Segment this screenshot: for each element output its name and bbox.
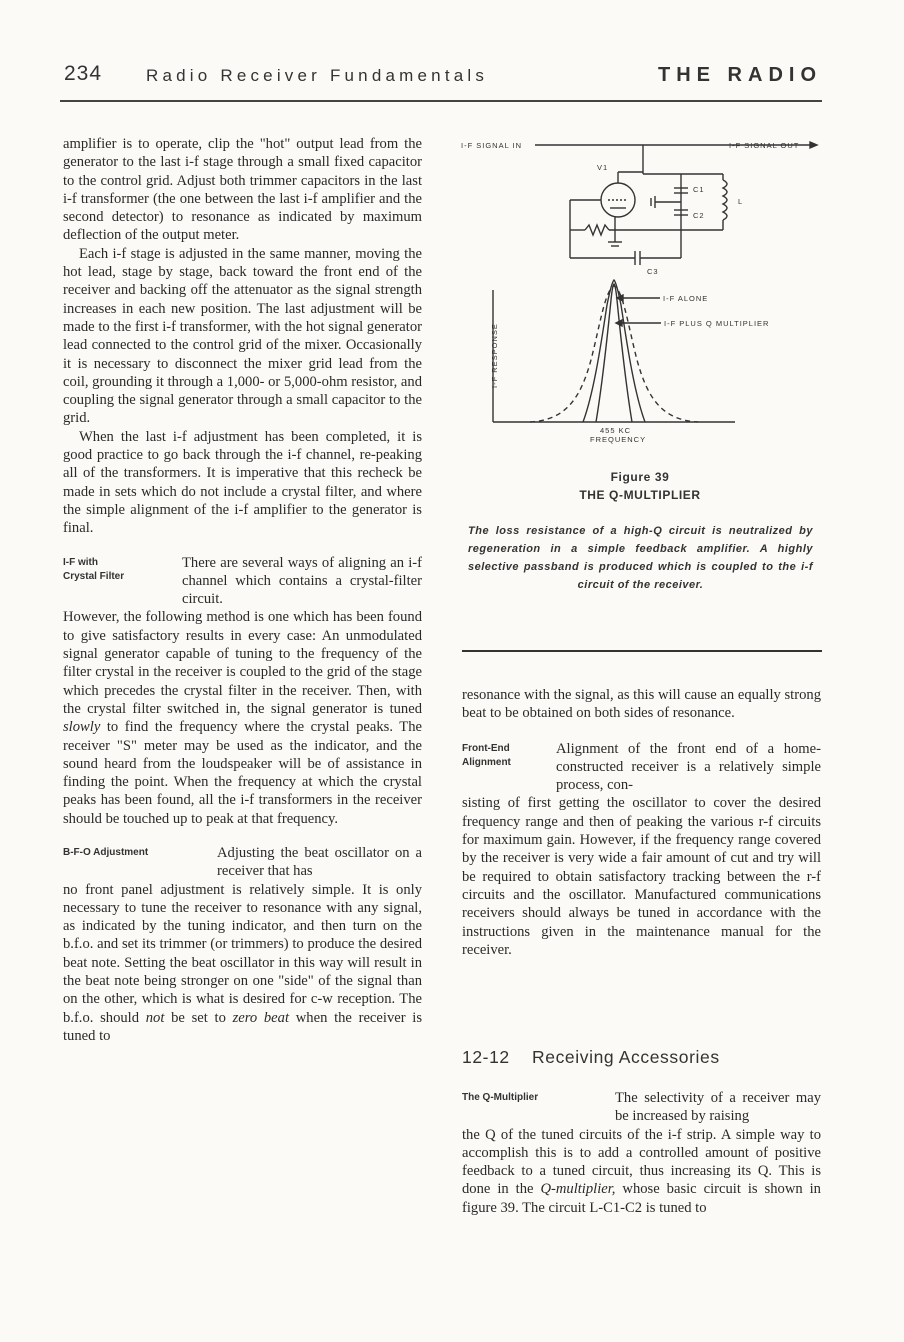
- label-if-plus-q: I-F PLUS Q MULTIPLIER: [664, 319, 770, 328]
- side-heading: [462, 740, 556, 770]
- emphasis: not: [145, 1009, 165, 1026]
- emphasis: slowly: [63, 719, 101, 736]
- coil-l-icon: [723, 180, 727, 220]
- figure-caption: The loss resistance of a high-Q circuit is neutralized by regeneration in a simple feedback amplifier. A highly selective passband is produced which is coupled to the i-f circuit of the receiver.: [468, 525, 813, 591]
- paragraph: Each i-f stage is adjusted in the same manner, moving the hot lead, stage by stage, back toward the front end of the receiver and backing off the attenuator as the signal strength increases in each new position. The last adjustment will be made to the first i-f transformer, with the hot signal generator lead connected to the control grid of the mixer. Occasionally it is necessary to disconnect the mixer grid lead from the coil, grounding it through a 1,000- or 5,000-ohm resistor, and coupling the signal generator through a small capacitor to the grid.: [63, 245, 422, 427]
- side-heading: B-F-O Adjustment: [63, 846, 149, 858]
- text-run: be set to: [171, 1009, 226, 1026]
- label-frequency: FREQUENCY: [590, 435, 647, 444]
- label-l: L: [738, 197, 744, 206]
- side-heading-line: Alignment: [462, 756, 511, 768]
- paragraph: [63, 608, 422, 828]
- emphasis: zero beat: [232, 1009, 290, 1026]
- figure-title: THE Q-MULTIPLIER: [579, 488, 701, 502]
- resistor-icon: [585, 225, 609, 235]
- paragraph: [462, 1126, 821, 1217]
- curve-if-plus-q: [583, 280, 645, 422]
- label-c1: C1: [693, 185, 705, 194]
- label-v1: V1: [597, 163, 609, 172]
- label-signal-in: I-F SIGNAL IN: [461, 141, 523, 150]
- curve-if-alone: [530, 286, 698, 422]
- paragraph: amplifier is to operate, clip the "hot" output lead from the generator to the last i-f stage through a small fixed capacitor to the control grid. Adjust both trimmer capacitors in the last i-f transformer (the one between the last i-f amplifier and the second detector) to resonance as indicated by maximum deflection of the output meter.: [63, 136, 422, 244]
- running-title: Radio Receiver Fundamentals: [146, 66, 489, 85]
- right-column: [462, 686, 821, 959]
- header-rule: [60, 100, 822, 102]
- crystal-filter-section: [63, 554, 422, 609]
- label-c3: C3: [647, 267, 659, 276]
- paragraph: There are several ways of aligning an i-f channel which contains a crystal-filter circuit.: [182, 554, 422, 608]
- paragraph: When the last i-f adjustment has been completed, it is good practice to go back through the i-f channel, re-peaking all of the transformers. It is imperative that this recheck be made in sets which do not include a crystal filter, and where the simple alignment of the i-f amplifier to the generator is final.: [63, 428, 422, 537]
- paragraph: [63, 881, 422, 1046]
- paragraph: The selectivity of a receiver may be increased by raising: [615, 1090, 821, 1125]
- bfo-section: [63, 844, 422, 881]
- figure-number: Figure 39: [610, 470, 670, 484]
- section-heading: [462, 1047, 822, 1068]
- label-signal-out: I-F SIGNAL OUT: [729, 141, 800, 150]
- side-heading: [63, 554, 182, 584]
- figure-rule: [462, 650, 822, 652]
- text-run: the Q of the tuned circuits of the i-f strip. A simple way to accomplish this is to add a controlled amount of positive feedback to a tuned circuit, thus increasing its Q. This is done in the: [462, 1126, 821, 1198]
- text-run: to find the frequency where the crystal peaks. The receiver "S" meter may be used as the indicator, and the sound heard from the loudspeaker will be of assistance in finding the point. When the frequency at which the crystal peaks has been found, all the i-f transformers in the receiver should be touched up to peak at that frequency.: [63, 719, 422, 827]
- label-c2: C2: [693, 211, 705, 220]
- text-run: no front panel adjustment is relatively simple. It is only necessary to tune the receiver to resonance with any signal, as indicated by the tuning indicator, and then turn on the b.f.o. and set its trimmer (or trimmers) to produce the desired beat note. Setting the beat oscillator in this way will result in the beat note being stronger on one "side" of the signal than on the other, which is what is desired for c-w reception. The b.f.o. should: [63, 881, 422, 1026]
- left-column: [63, 135, 422, 1045]
- figure-caption-head: [455, 468, 825, 504]
- section-title: THE RADIO: [658, 64, 822, 86]
- paragraph: Alignment of the front end of a home-constructed receiver is a relatively simple process, con-: [556, 740, 821, 794]
- section-number: 12-12: [462, 1047, 510, 1067]
- page-number: 234: [64, 62, 103, 85]
- label-455kc: 455 KC: [600, 426, 632, 435]
- front-end-section: [462, 740, 821, 795]
- side-heading: The Q-Multiplier: [462, 1092, 539, 1103]
- q-multiplier-section: [462, 1089, 821, 1126]
- paragraph: Adjusting the beat oscillator on a receiver that has: [217, 844, 422, 880]
- emphasis: Q-multiplier,: [540, 1181, 616, 1198]
- paragraph: sisting of first getting the oscillator to cover the desired frequency range and then of peaking the various r-f circuits for maximum gain. However, if the frequency range covered by the receiver is very wide a fair amount of cut and try will be required to obtain satisfactory tracking between the r-f circuits and the oscillator. Manufactured communications receivers should always be tuned in accordance with the instructions given in the maintenance manual for the receiver.: [462, 795, 821, 958]
- side-heading-line: Front-End: [462, 742, 510, 754]
- q-multiplier-diagram: [455, 130, 825, 460]
- label-if-response: I-F RESPONSE: [490, 323, 499, 388]
- text-run: when the receiver is tuned to: [63, 1009, 423, 1044]
- label-if-alone: I-F ALONE: [663, 294, 709, 303]
- side-heading-line: Crystal Filter: [63, 570, 125, 582]
- q-multiplier-text: [462, 1089, 821, 1217]
- side-heading-line: I-F with: [63, 556, 98, 568]
- text-run: However, the following method is one which has been found to give satisfactory results in every case: An unmodulated signal generator capable of tuning to the frequency of the filter crystal in the receiver is coupled to the grid of the stage which precedes the crystal filter in the receiver. Then, with the crystal filter switched in, the signal generator is tuned: [63, 609, 422, 717]
- section-heading-title: Receiving Accessories: [532, 1047, 720, 1067]
- paragraph: resonance with the signal, as this will cause an equally strong beat to be obtained on both sides of resonance.: [462, 687, 821, 722]
- signal-arrow-icon: [810, 142, 817, 148]
- text-run: whose basic circuit is shown in figure 39. The circuit L-C1-C2 is tuned to: [462, 1181, 821, 1216]
